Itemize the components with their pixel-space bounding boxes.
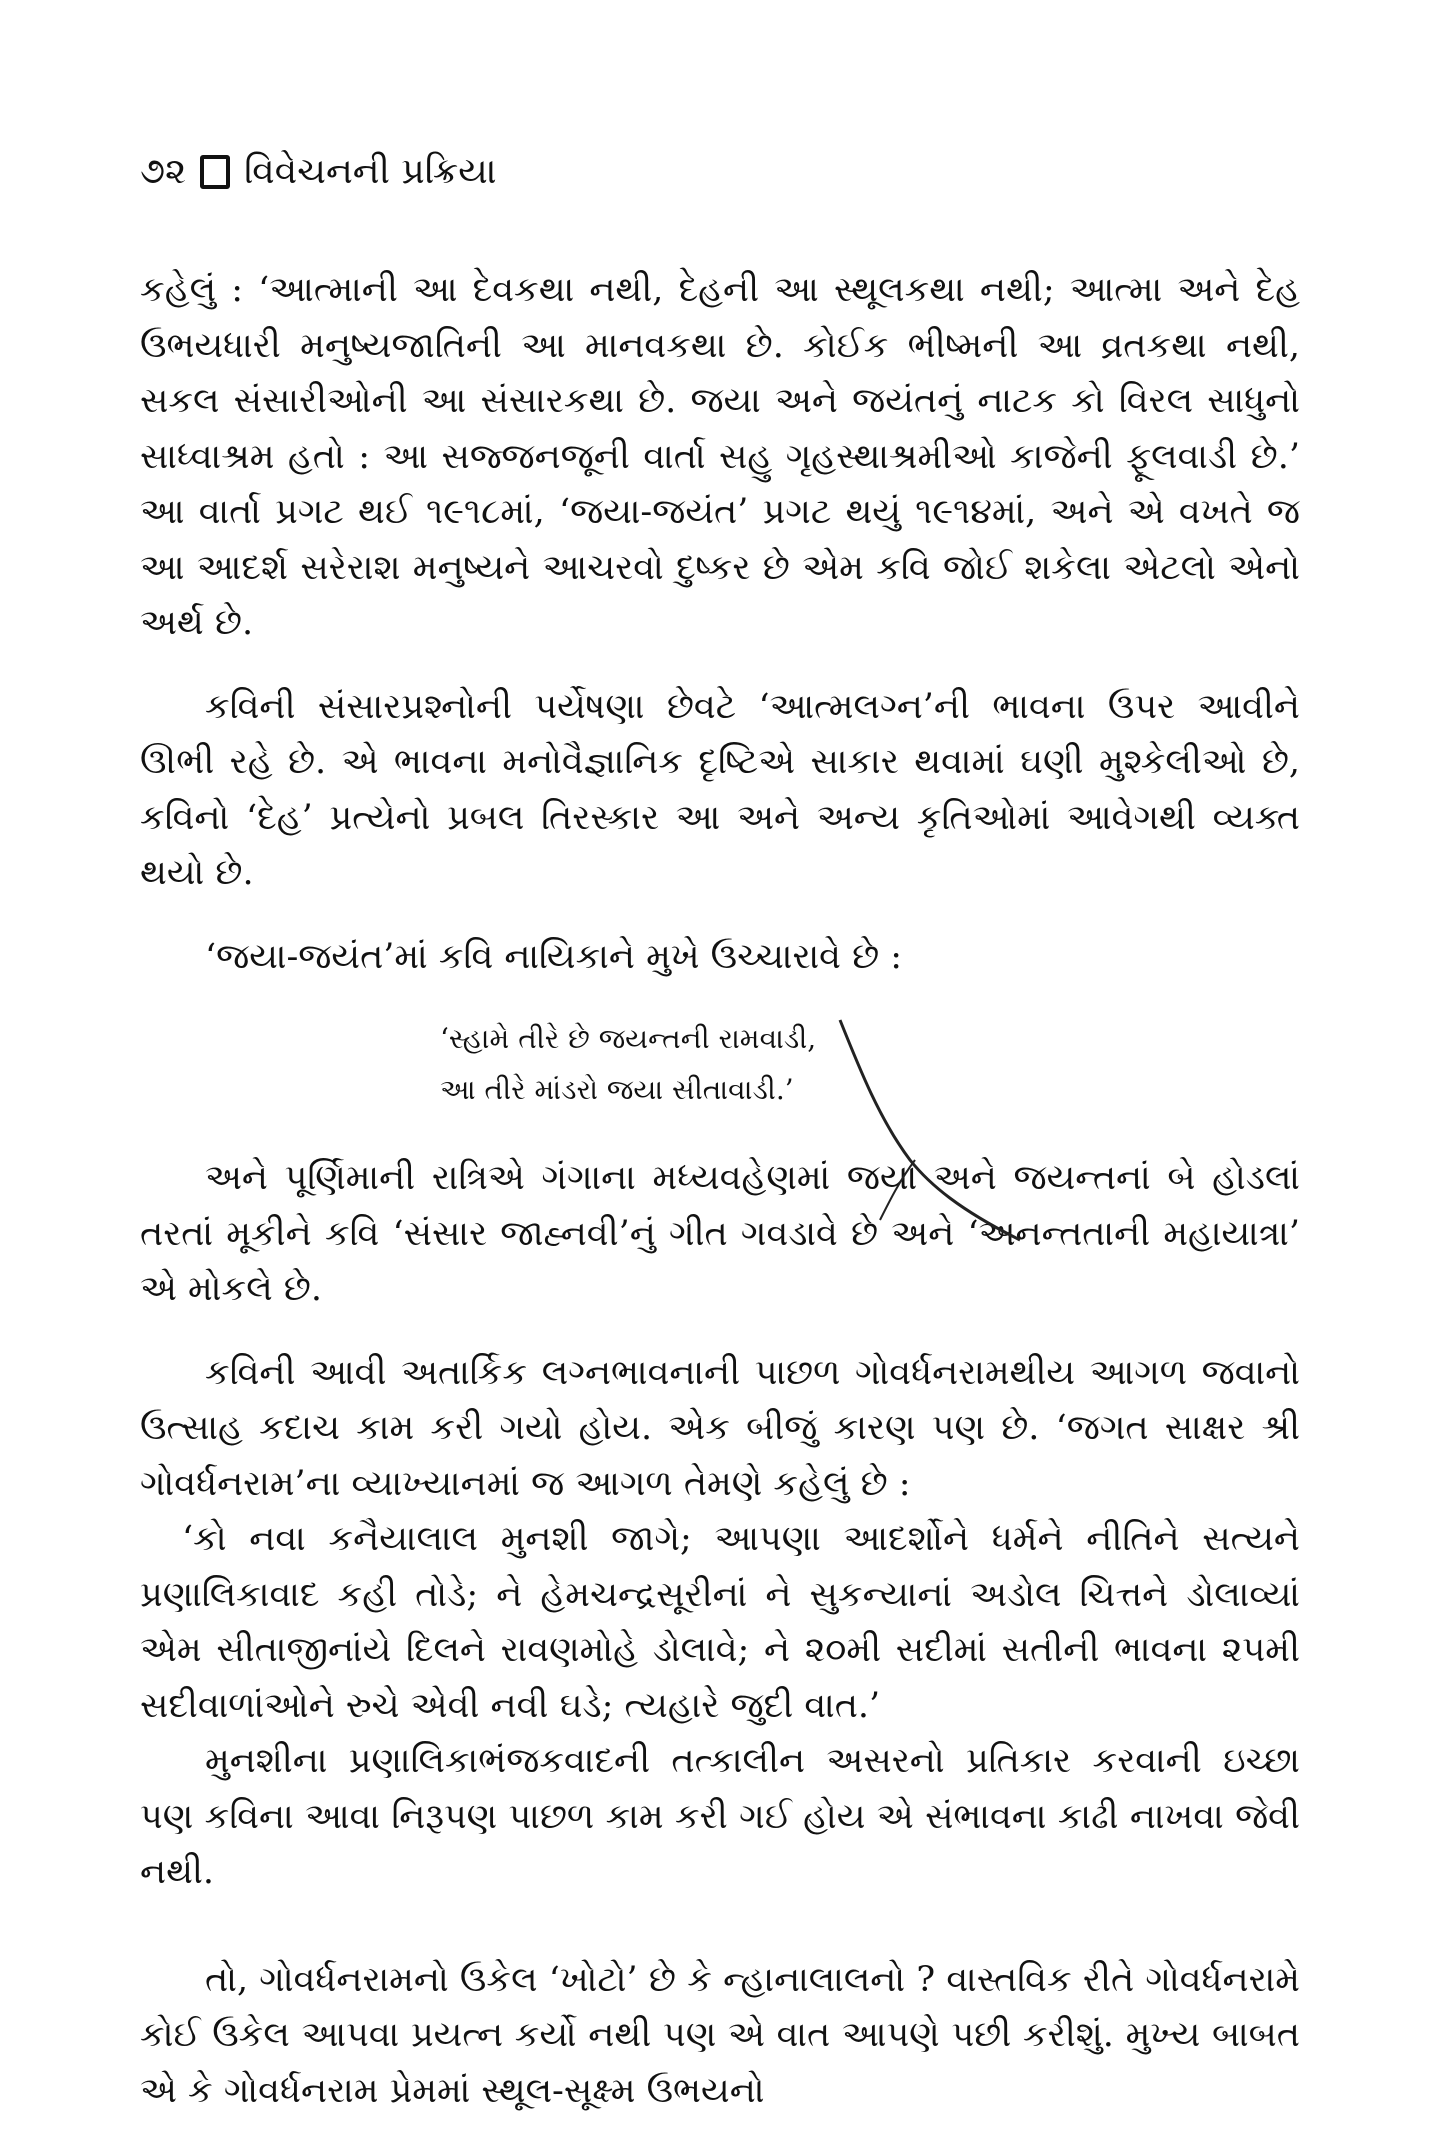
paragraph-5: કવિની આવી અતાર્કિક લગ્નભાવનાની પાછળ ગોવર્ધનરામથીય આગળ જવાનો ઉત્સાહ કદાચ કામ કરી ગયો હોય. એક બીજું કારણ પણ છે. ‘જગત સાક્ષર શ્રી ગોવર્ધનરામ’ના વ્યાખ્યાનમાં જ આગળ તેમણે કહેલું છે : (140, 1352, 1300, 1504)
paragraph-4: અને પૂર્ણિમાની રાત્રિએ ગંગાના મધ્યવહેણમાં જયા અને જયન્તનાં બે હોડલાં તરતાં મૂકીને કવિ ‘સંસાર જાહ્નવી’નું ગીત ગવડાવે છે અને ‘અનન્તતાની મહાયાત્રા’ એ મોકલે છે. (140, 1158, 1300, 1310)
paragraph-1: કહેલું : ‘આત્માની આ દેવકથા નથી, દેહની આ સ્થૂલકથા નથી; આત્મા અને દેહ ઉભયધારી મનુષ્યજાતિની આ માનવકથા છે. કોઈક ભીષ્મની આ વ્રતકથા નથી, સકલ સંસારીઓની આ સંસારકથા છે. જયા અને જયંતનું નાટક કો વિરલ સાધુનો સાધ્વાશ્રમ હતો : આ સજ્જનજૂની વાર્તા સહુ ગૃહસ્થાશ્રમીઓ કાજેની ફૂલવાડી છે.’ આ વાર્તા પ્રગટ થઈ ૧૯૧૮માં, ‘જયા-જયંત’ પ્રગટ થયું ૧૯૧૪માં, અને એ વખતે જ આ આદર્શ સરેરાશ મનુષ્યને આચરવો દુષ્કર છે એમ કવિ જોઈ શકેલા એટલો એનો અર્થ છે. (140, 270, 1300, 644)
running-header (140, 150, 1300, 193)
block-quote: ‘કો નવા કનૈયાલાલ મુનશી જાગે; આપણા આદર્શોને ધર્મને નીતિને સત્યને પ્રણાલિકાવાદ કહી તોડે; ને હેમચન્દ્રસૂરીનાં ને સુકન્યાનાં અડોલ ચિત્તને ડોલાવ્યાં એમ સીતાજીનાંયે દિલને રાવણમોહે ડોલાવે; ને ૨૦મી સદીમાં સતીની ભાવના ૨૫મી સદીવાળાંઓને રુચે એવી નવી ઘડે; ત્યહારે જુદી વાત.’ (140, 1519, 1300, 1726)
page-number: ૭૨ (140, 151, 187, 192)
book-page (140, 150, 1300, 2119)
paragraph-7: મુનશીના પ્રણાલિકાભંજકવાદની તત્કાલીન અસરનો પ્રતિકાર કરવાની ઇચ્છા પણ કવિના આવા નિરૂપણ પાછળ કામ કરી ગઈ હોય એ સંભાવના કાઢી નાખવા જેવી નથી. (140, 1741, 1300, 1893)
paragraph-3: ‘જયા-જયંત’માં કવિ નાયિકાને મુખે ઉચ્ચારાવે છે : (205, 936, 903, 977)
verse-quote (440, 1013, 1300, 1115)
paragraph-2: કવિની સંસારપ્રશ્નોની પર્યેષણા છેવટે ‘આત્મલગ્ન’ની ભાવના ઉપર આવીને ઊભી રહે છે. એ ભાવના મનોવૈજ્ઞાનિક દૃષ્ટિએ સાકાર થવામાં ઘણી મુશ્કેલીઓ છે, કવિનો ‘દેહ’ પ્રત્યેનો પ્રબલ તિરસ્કાર આ અને અન્ય કૃતિઓમાં આવેગથી વ્યક્ત થયો છે. (140, 686, 1300, 894)
running-title: વિવેચનની પ્રક્રિયા (244, 151, 497, 192)
verse-line-2: આ તીરે માંડરો જયા સીતાવાડી.’ (440, 1073, 794, 1107)
header-box-ornament (200, 155, 230, 189)
paragraph-8: તો, ગોવર્ધનરામનો ઉકેલ ‘ખોટો’ છે કે ન્હાનાલાલનો ? વાસ્તવિક રીતે ગોવર્ધનરામે કોઈ ઉકેલ આપવા પ્રયત્ન કર્યો નથી પણ એ વાત આપણે પછી કરીશું. મુખ્ય બાબત એ કે ગોવર્ધનરામ પ્રેમમાં સ્થૂલ-સૂક્ષ્મ ઉભયનો (140, 1959, 1300, 2111)
verse-line-1: ‘સ્હામે તીરે છે જયન્તની રામવાડી, (440, 1022, 817, 1056)
